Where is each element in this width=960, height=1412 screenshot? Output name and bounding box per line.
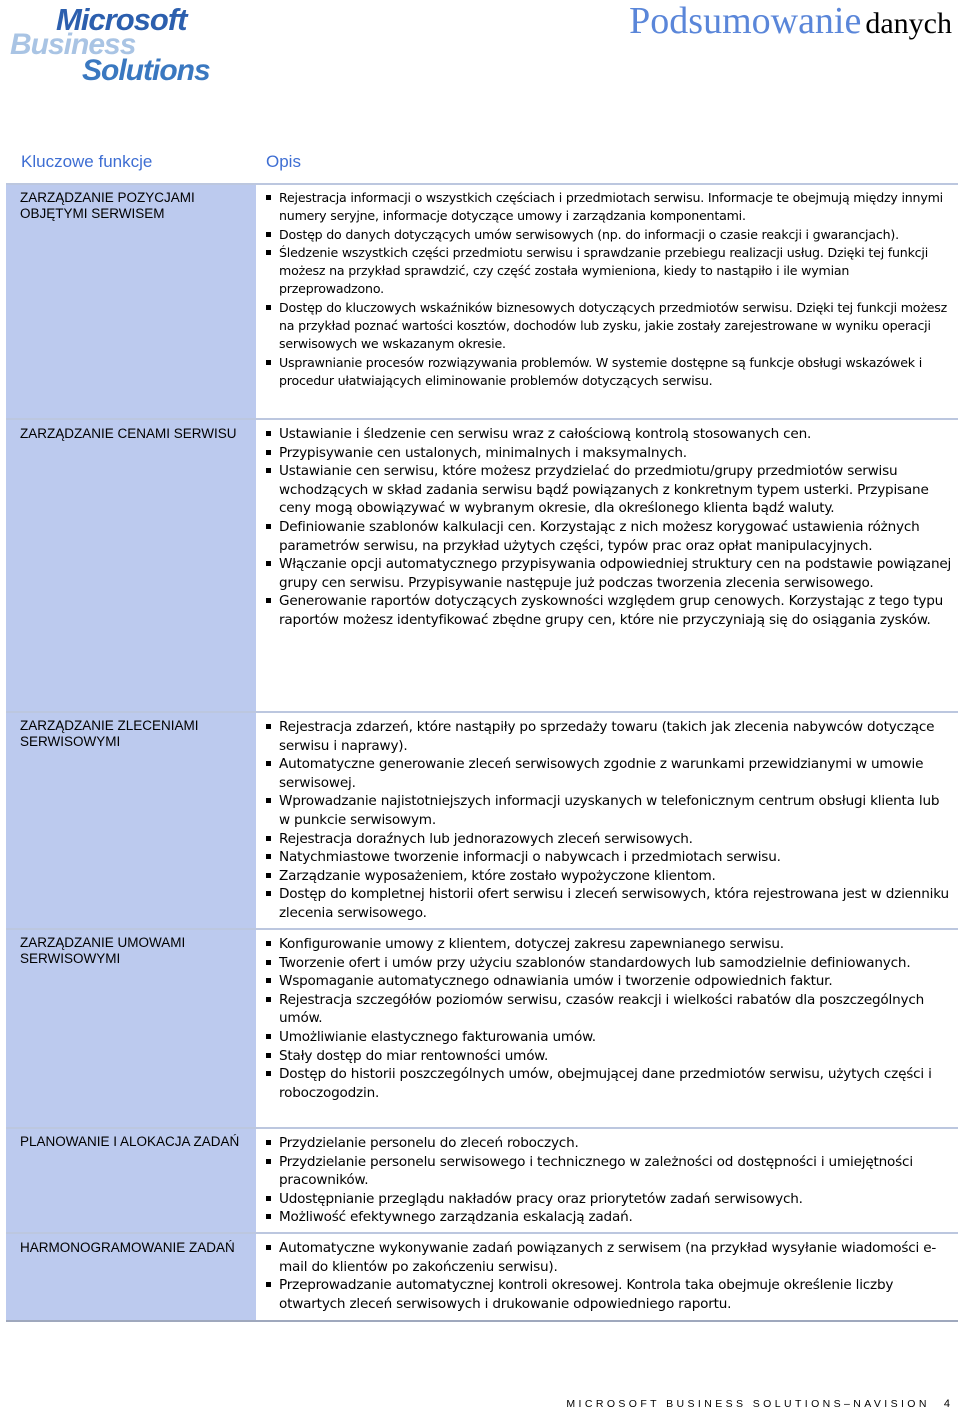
list-item: Wprowadzanie najistotniejszych informacji uzyskanych w telefonicznym centrum obsługi klienta lub w punkcie serwisowym. [266, 792, 954, 829]
list-item: Ustawianie i śledzenie cen serwisu wraz z całościową kontrolą stosowanych cen. [266, 425, 954, 444]
section-title-service-items: ZARZĄDZANIE POZYCJAMI OBJĘTYMI SERWISEM [20, 190, 195, 221]
section-title-service-contracts: ZARZĄDZANIE UMOWAMI SERWISOWYMI [20, 935, 186, 966]
list-item: Możliwość efektywnego zarządzania eskalacją zadań. [266, 1208, 954, 1227]
list-item: Zarządzanie wyposażeniem, które zostało wypożyczone klientom. [266, 867, 954, 886]
section-divider [6, 928, 958, 930]
section-divider [6, 418, 958, 420]
page-title [629, 0, 952, 50]
list-item: Rejestracja zdarzeń, które nastąpiły po sprzedaży towaru (takich jak zlecenia nabywców dotyczące serwisu i naprawy). [266, 718, 954, 755]
list-item: Dostęp do danych dotyczących umów serwisowych (np. do informacji o czasie reakcji i gwarancjach). [266, 226, 954, 244]
list-item: Śledzenie wszystkich części przedmiotu serwisu i sprawdzanie przebiegu realizacji usług. Dzięki tej funkcji możesz na przykład sprawdzić, czy część została wymieniona, kiedy to nastąpiło i ile wymian przeprowadzono. [266, 244, 954, 299]
list-item: Rejestracja informacji o wszystkich częściach i przedmiotach serwisu. Informacje te obejmują między innymi numery seryjne, informacje dotyczące umowy i zarządzania komponentami. [266, 189, 954, 226]
key-functions-column-background [6, 185, 256, 1321]
section-title-task-planning: PLANOWANIE I ALOKACJA ZADAŃ [20, 1134, 240, 1149]
list-item: Konfigurowanie umowy z klientem, dotyczej zakresu zapewnianego serwisu. [266, 935, 954, 954]
list-item: Definiowanie szablonów kalkulacji cen. Korzystając z nich możesz korygować ustawienia różnych parametrów serwisu, na przykład użytych części, typów prac oraz opłat manipulacyjnych. [266, 518, 954, 555]
page-number: 4 [943, 1398, 950, 1410]
page-title-sub: danych [865, 7, 952, 40]
section-title-service-prices: ZARZĄDZANIE CENAMI SERWISU [20, 426, 237, 441]
section-bullets-service-contracts [266, 935, 954, 1102]
list-item: Natychmiastowe tworzenie informacji o nabywcach i przedmiotach serwisu. [266, 848, 954, 867]
list-item: Wspomaganie automatycznego odnawiania umów i tworzenie odpowiednich faktur. [266, 972, 954, 991]
column-header-description: Opis [266, 152, 301, 171]
section-bullets-task-planning [266, 1134, 954, 1227]
page-footer [566, 1398, 950, 1410]
logo-line-solutions: Solutions [82, 54, 210, 87]
list-item: Udostępnianie przeglądu nakładów pracy oraz priorytetów zadań serwisowych. [266, 1190, 954, 1209]
section-divider [6, 1232, 958, 1234]
list-item: Rejestracja szczegółów poziomów serwisu, czasów reakcji i wielkości rabatów dla poszczególnych umów. [266, 991, 954, 1028]
list-item: Włączanie opcji automatycznego przypisywania odpowiedniej struktury cen na podstawie powiązanej grupy cen serwisu. Przypisywanie następuje już podczas tworzenia zlecenia serwisowego. [266, 555, 954, 592]
list-item: Dostęp do kluczowych wskaźników biznesowych dotyczących przedmiotów serwisu. Dzięki tej funkcji możesz na przykład poznać wartości kosztów, dochodów lub zysku, jakie zostały zarejestrowane w wyniku operacji serwisowych we wskazanym okresie. [266, 299, 954, 354]
list-item: Umożliwianie elastycznego fakturowania umów. [266, 1028, 954, 1047]
section-bullets-task-scheduling [266, 1239, 954, 1313]
list-item: Przydzielanie personelu serwisowego i technicznego w zależności od dostępności i umiejętności pracowników. [266, 1153, 954, 1190]
list-item: Usprawnianie procesów rozwiązywania problemów. W systemie dostępne są funkcje obsługi wskazówek i procedur ułatwiających eliminowanie problemów dotyczących serwisu. [266, 354, 954, 391]
column-header-key-functions: Kluczowe funkcje [21, 152, 153, 171]
section-divider [6, 711, 958, 713]
section-title-service-orders: ZARZĄDZANIE ZLECENIAMI SERWISOWYMI [20, 718, 199, 749]
table-bottom-rule [6, 1320, 958, 1322]
logo-line-microsoft: Microsoft [56, 2, 187, 37]
list-item: Dostęp do historii poszczególnych umów, obejmującej dane przedmiotów serwisu, użytych części i roboczogodzin. [266, 1065, 954, 1102]
list-item: Tworzenie ofert i umów przy użyciu szablonów standardowych lub samodzielnie definiowanych. [266, 954, 954, 973]
footer-text: MICROSOFT BUSINESS SOLUTIONS–NAVISION [566, 1398, 930, 1410]
section-bullets-service-prices [266, 425, 954, 630]
section-divider [6, 1127, 958, 1129]
page-title-main: Podsumowanie [629, 0, 862, 42]
list-item: Przydzielanie personelu do zleceń roboczych. [266, 1134, 954, 1153]
microsoft-business-solutions-logo [10, 2, 224, 86]
logo-line-business: Business [10, 28, 136, 61]
section-bullets-service-orders [266, 718, 954, 923]
list-item: Automatyczne wykonywanie zadań powiązanych z serwisem (na przykład wysyłanie wiadomości e-mail do klientów po zakończeniu serwisu). [266, 1239, 954, 1276]
section-bullets-service-items [266, 189, 954, 390]
list-item: Stały dostęp do miar rentowności umów. [266, 1047, 954, 1066]
list-item: Dostęp do kompletnej historii ofert serwisu i zleceń serwisowych, która rejestrowana jest w dzienniku zlecenia serwisowego. [266, 885, 954, 922]
list-item: Przeprowadzanie automatycznej kontroli okresowej. Kontrola taka obejmuje określenie liczby otwartych zleceń serwisowych i drukowanie odpowiedniego raportu. [266, 1276, 954, 1313]
list-item: Ustawianie cen serwisu, które możesz przydzielać do przedmiotu/grupy przedmiotów serwisu wchodzących w skład zadania serwisu bądź powiązanych z konkretnym typem usterki. Przypisane ceny mogą obowiązywać w wybranym okresie, dla określonego klienta bądź waluty. [266, 462, 954, 518]
list-item: Generowanie raportów dotyczących zyskowności względem grup cenowych. Korzystając z tego typu raportów możesz identyfikować zbędne grupy cen, które nie przyczyniają się do osiągania zysków. [266, 592, 954, 629]
list-item: Automatyczne generowanie zleceń serwisowych zgodnie z warunkami przewidzianymi w umowie serwisowej. [266, 755, 954, 792]
list-item: Przypisywanie cen ustalonych, minimalnych i maksymalnych. [266, 444, 954, 463]
list-item: Rejestracja doraźnych lub jednorazowych zleceń serwisowych. [266, 830, 954, 849]
section-title-task-scheduling: HARMONOGRAMOWANIE ZADAŃ [20, 1240, 235, 1255]
